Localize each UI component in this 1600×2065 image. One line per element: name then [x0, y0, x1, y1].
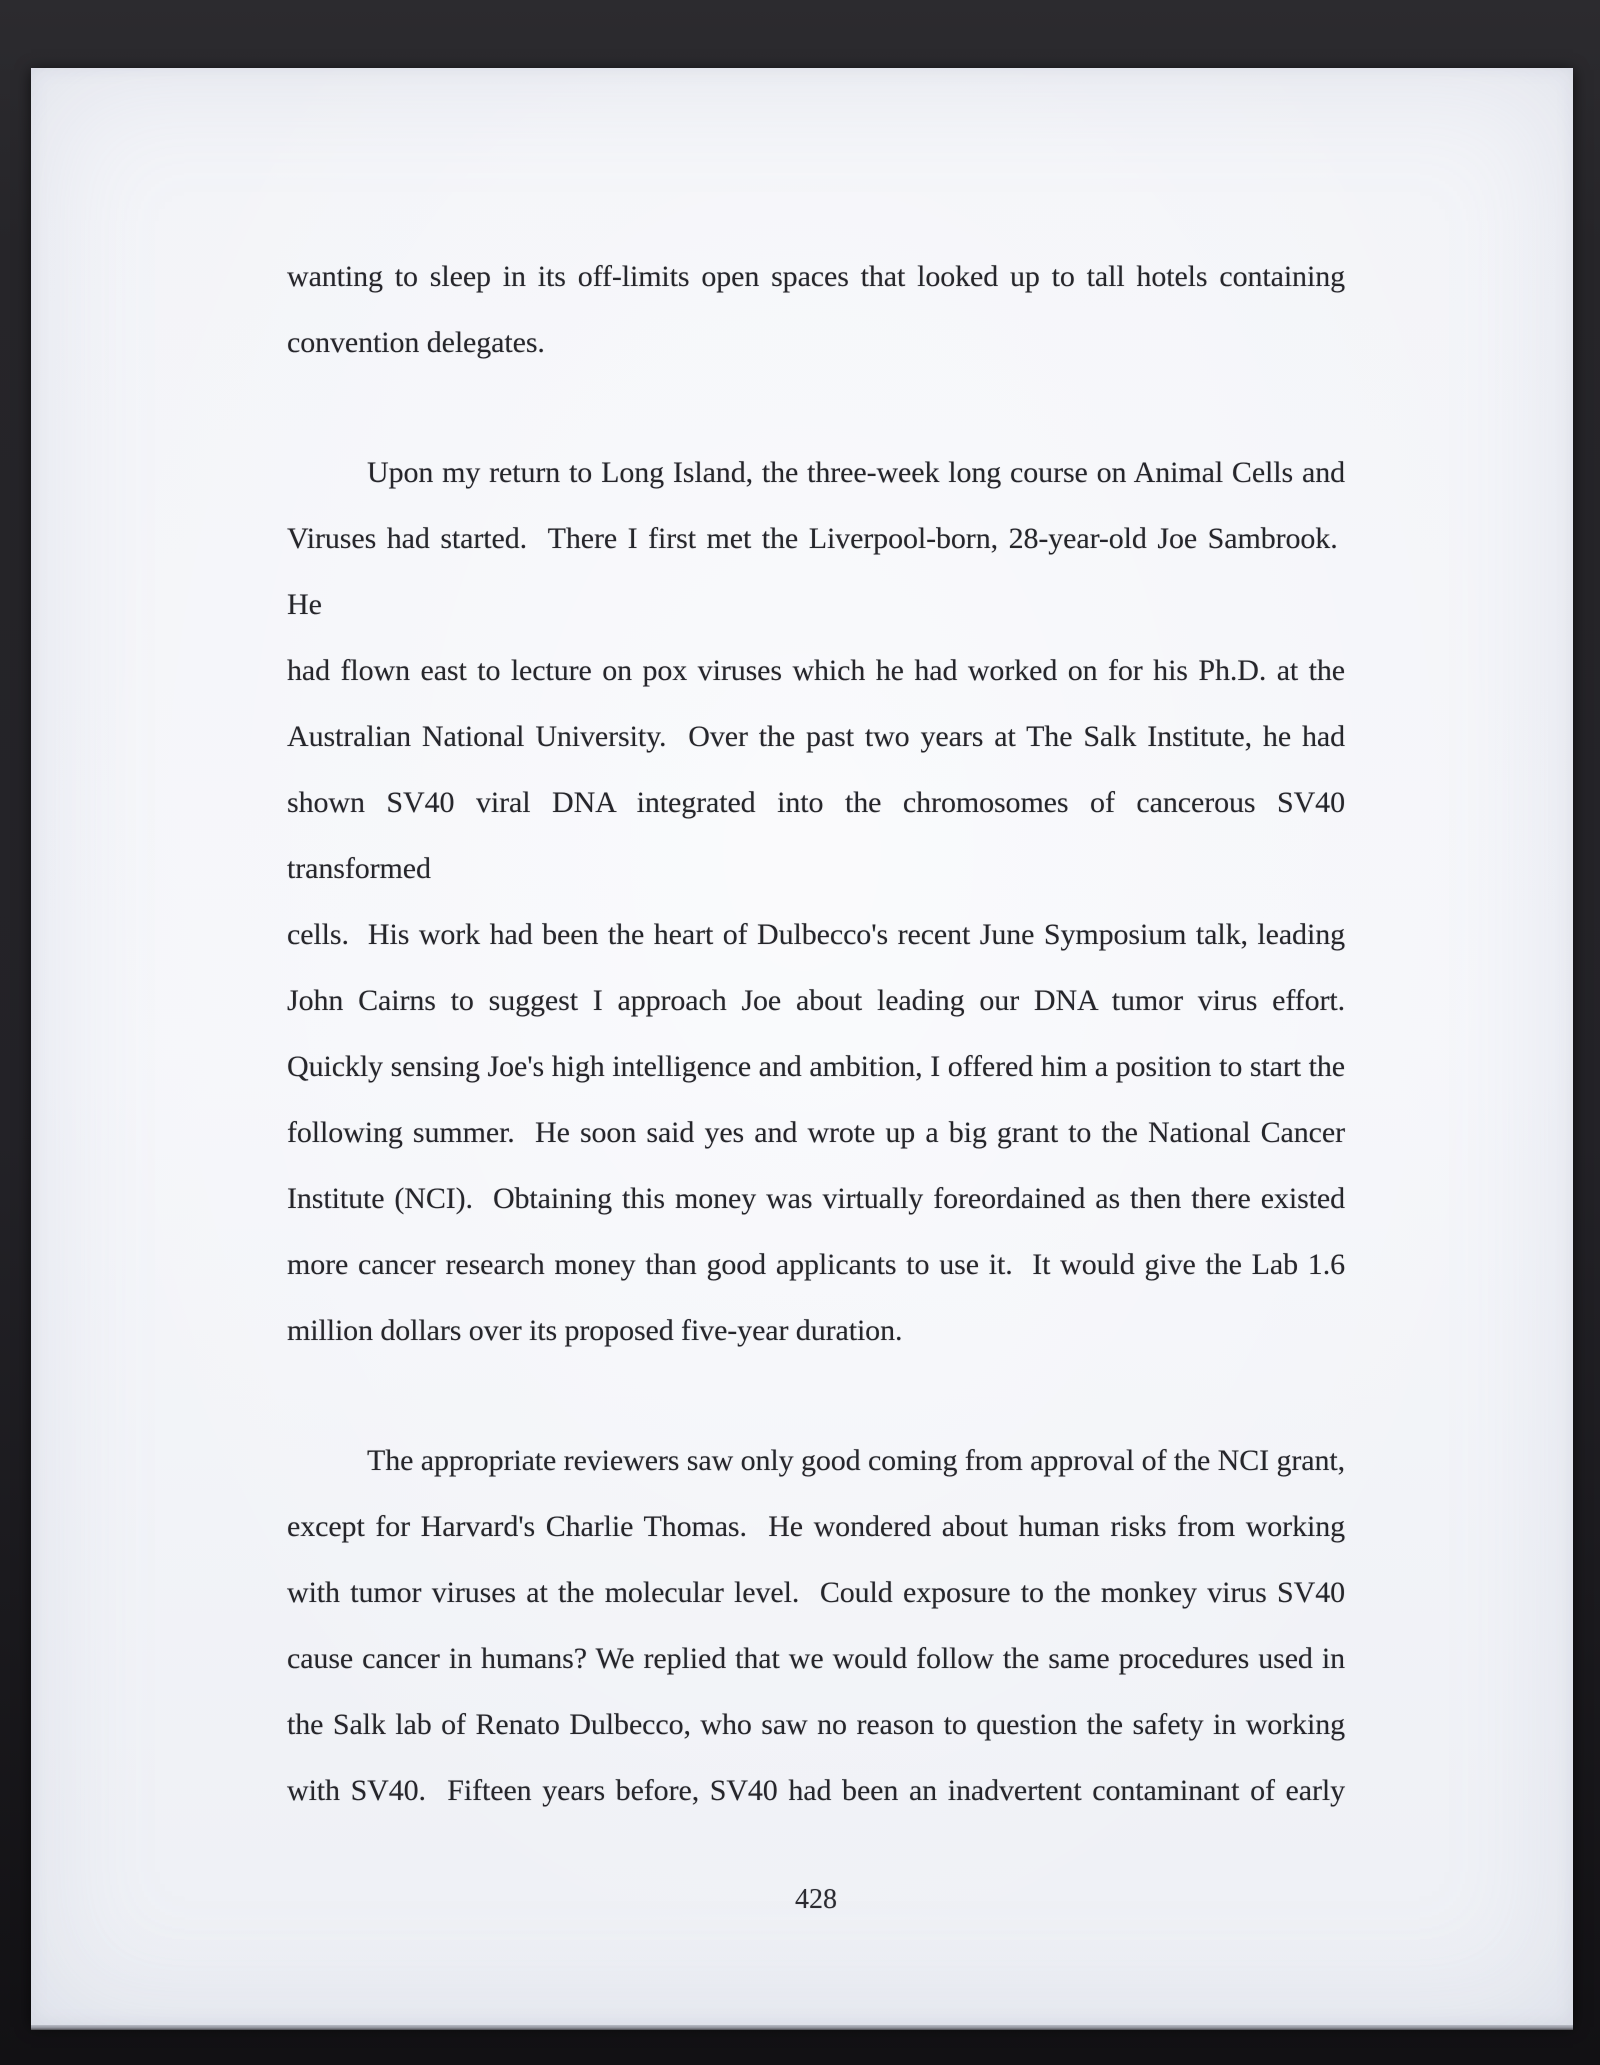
text-line: million dollars over its proposed five-year duration. — [287, 1314, 903, 1347]
text-line: Upon my return to Long Island, the three-week long course on Animal Cells and — [367, 456, 1345, 489]
text-line: with tumor viruses at the molecular level. Could exposure to the monkey virus SV40 — [287, 1576, 1345, 1609]
text-line: Australian National University. Over the past two years at The Salk Institute, he had — [287, 720, 1345, 753]
text-line: convention delegates. — [287, 326, 545, 359]
paragraph — [287, 244, 1345, 376]
text-line: except for Harvard's Charlie Thomas. He wondered about human risks from working — [287, 1510, 1345, 1543]
text-line: Institute (NCI). Obtaining this money was virtually foreordained as then there existed — [287, 1182, 1345, 1215]
text-line: more cancer research money than good applicants to use it. It would give the Lab 1.6 — [287, 1248, 1345, 1281]
text-line: John Cairns to suggest I approach Joe about leading our DNA tumor virus effort. — [287, 984, 1345, 1017]
page-bottom-edge — [31, 2025, 1573, 2030]
text-line: following summer. He soon said yes and wrote up a big grant to the National Cancer — [287, 1116, 1345, 1149]
document-page — [31, 68, 1573, 2025]
text-line: wanting to sleep in its off-limits open spaces that looked up to tall hotels containing — [287, 260, 1345, 293]
text-line: shown SV40 viral DNA integrated into the chromosomes of cancerous SV40 transformed — [287, 786, 1345, 885]
paragraph — [287, 440, 1345, 1364]
page-number: 428 — [795, 1884, 837, 1915]
text-line: had flown east to lecture on pox viruses which he had worked on for his Ph.D. at the — [287, 654, 1345, 687]
text-block — [287, 244, 1345, 1824]
text-line: Viruses had started. There I first met the Liverpool-born, 28-year-old Joe Sambrook. He — [287, 522, 1345, 621]
text-line: with SV40. Fifteen years before, SV40 had been an inadvertent contaminant of early — [287, 1774, 1345, 1807]
text-line: Quickly sensing Joe's high intelligence and ambition, I offered him a position to start the — [287, 1050, 1345, 1083]
text-line: cells. His work had been the heart of Dulbecco's recent June Symposium talk, leading — [287, 918, 1345, 951]
paragraph — [287, 1428, 1345, 1824]
text-line: the Salk lab of Renato Dulbecco, who saw no reason to question the safety in working — [287, 1708, 1345, 1741]
text-line: cause cancer in humans? We replied that we would follow the same procedures used in — [287, 1642, 1345, 1675]
text-line: The appropriate reviewers saw only good coming from approval of the NCI grant, — [367, 1444, 1345, 1477]
